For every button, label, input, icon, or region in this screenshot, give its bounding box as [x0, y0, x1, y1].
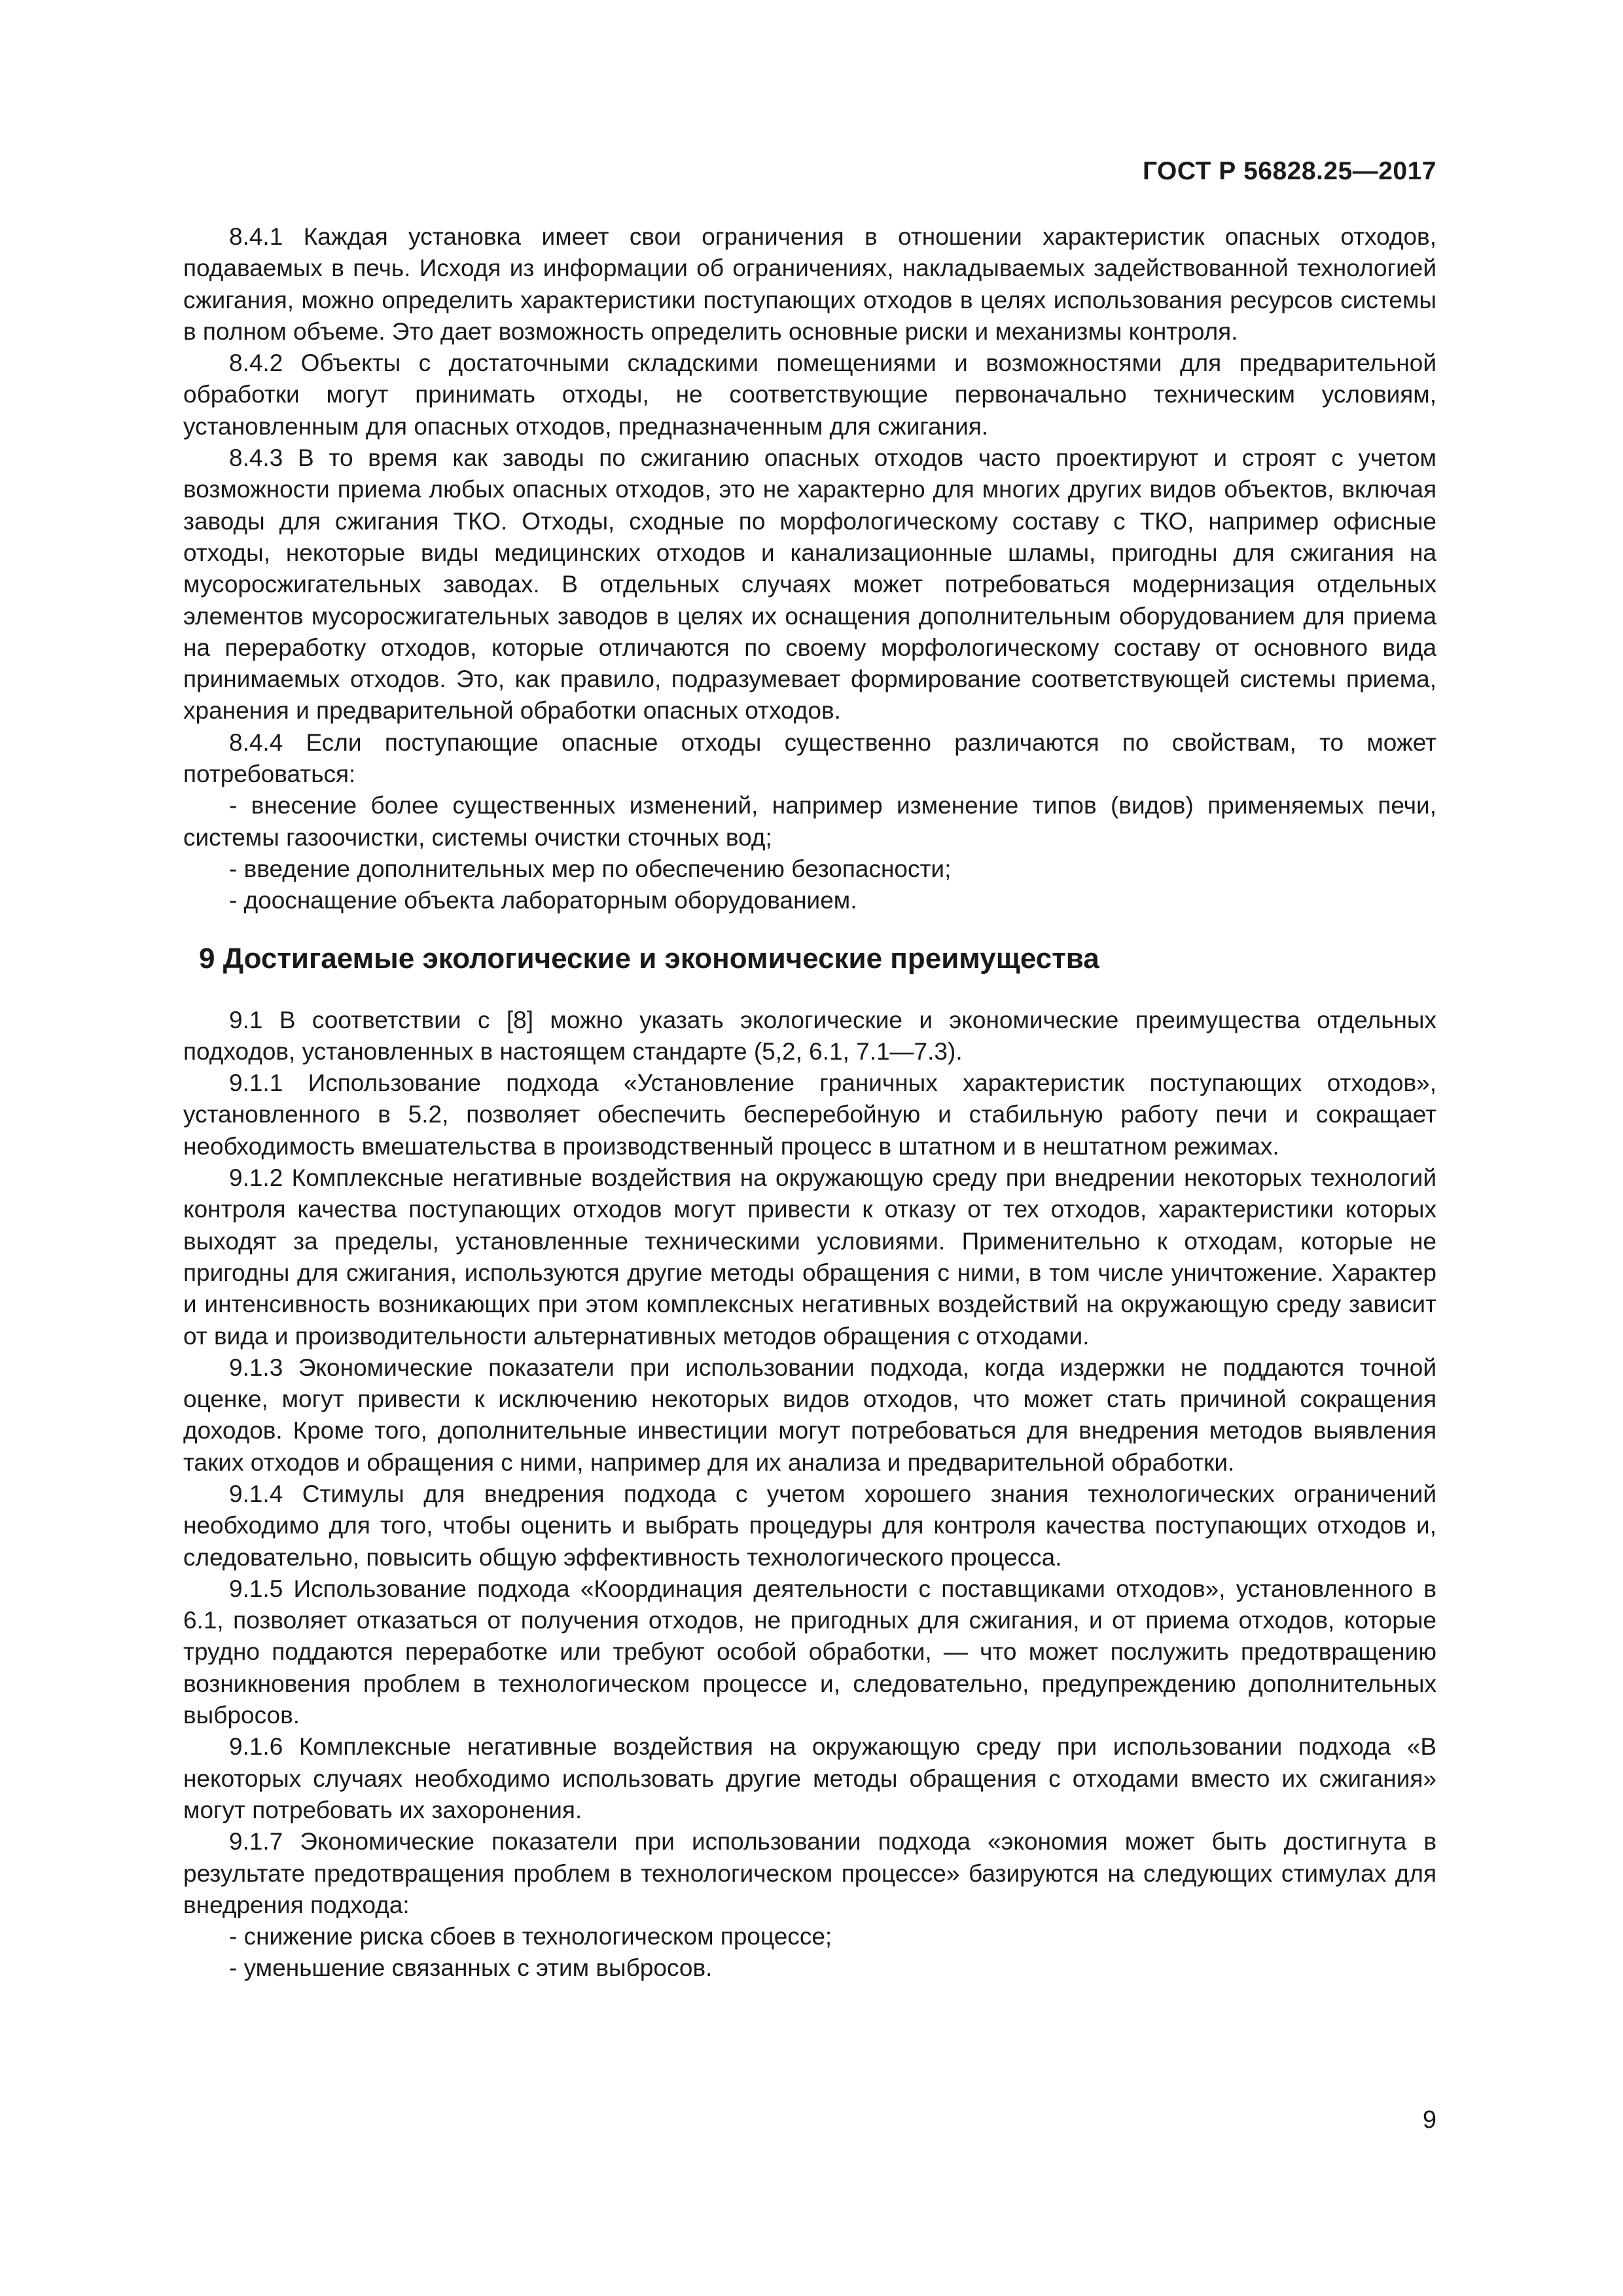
- paragraph-9-1-7: 9.1.7 Экономические показатели при использовании подхода «экономия может быть достигнута в результате предотвращения проблем в технологическом процессе» базируются на следующих стимулах для внедрения подхода:: [183, 1828, 1436, 1918]
- list-item: - введение дополнительных мер по обеспечению безопасности;: [229, 855, 952, 882]
- paragraph-8-4-4: 8.4.4 Если поступающие опасные отходы существенно различаются по свойствам, то может потребоваться:: [183, 728, 1436, 788]
- paragraph-8-4-1: 8.4.1 Каждая установка имеет свои ограничения в отношении характеристик опасных отходов, подаваемых в печь. Исходя из информации об ограничениях, накладываемых задействованной технологией сжигания, можно определить характеристики поступающих отходов в целях использования ресурсов системы в полном объеме. Это дает возможность определить основные риски и механизмы контроля.: [183, 223, 1436, 345]
- document-code-header: ГОСТ Р 56828.25—2017: [1142, 157, 1436, 185]
- list-item: - уменьшение связанных с этим выбросов.: [229, 1954, 713, 1982]
- page-number: 9: [1422, 2106, 1436, 2134]
- list-item: - дооснащение объекта лабораторным оборудованием.: [229, 887, 857, 914]
- paragraph-9-1-2: 9.1.2 Комплексные негативные воздействия на окружающую среду при внедрении некоторых технологий контроля качества поступающих отходов могут привести к отказу от тех отходов, характеристики которых выходят за пределы, установленные техническими условиями. Применительно к отходам, которые не пригодны для сжигания, используются другие методы обращения с ними, в том числе уничтожение. Характер и интенсивность возникающих при этом комплексных негативных воздействий на окружающую среду зависит от вида и производительности альтернативных методов обращения с отходами.: [183, 1164, 1436, 1350]
- paragraph-9-1: 9.1 В соответствии с [8] можно указать экологические и экономические преимущества отдельных подходов, установленных в настоящем стандарте (5,2, 6.1, 7.1—7.3).: [183, 1006, 1436, 1065]
- list-item: - снижение риска сбоев в технологическом процессе;: [229, 1923, 832, 1950]
- paragraph-8-4-2: 8.4.2 Объекты с достаточными складскими помещениями и возможностями для предварительной обработки могут принимать отходы, не соответствующие первоначально техническим условиям, установленным для опасных отходов, предназначенным для сжигания.: [183, 350, 1436, 440]
- section-9-heading: 9 Достигаемые экологические и экономические преимущества: [199, 942, 1099, 975]
- paragraph-9-1-6: 9.1.6 Комплексные негативные воздействия на окружающую среду при использовании подхода «В некоторых случаях необходимо использовать другие методы обращения с отходами вместо их сжигания» могут потребовать их захоронения.: [183, 1733, 1436, 1823]
- paragraph-8-4-3: 8.4.3 В то время как заводы по сжиганию опасных отходов часто проектируют и строят с учетом возможности приема любых опасных отходов, это не характерно для многих других видов объектов, включая заводы для сжигания ТКО. Отходы, сходные по морфологическому составу с ТКО, например офисные отходы, некоторые виды медицинских отходов и канализационные шламы, пригодны для сжигания на мусоросжигательных заводах. В отдельных случаях может потребоваться модернизация отдельных элементов мусоросжигательных заводов в целях их оснащения дополнительным оборудованием для приема на переработку отходов, которые отличаются по своему морфологическому составу от основного вида принимаемых отходов. Это, как правило, подразумевает формирование соответствующей системы приема, хранения и предварительной обработки опасных отходов.: [183, 444, 1436, 725]
- paragraph-9-1-1: 9.1.1 Использование подхода «Установление граничных характеристик поступающих отходов», установленного в 5.2, позволяет обеспечить бесперебойную и стабильную работу печи и сокращает необходимость вмешательства в производственный процесс в штатном и в нештатном режимах.: [183, 1069, 1436, 1160]
- paragraph-9-1-3: 9.1.3 Экономические показатели при использовании подхода, когда издержки не поддаются точной оценке, могут привести к исключению некоторых видов отходов, что может стать причиной сокращения доходов. Кроме того, дополнительные инвестиции могут потребоваться для внедрения методов выявления таких отходов и обращения с ними, например для их анализа и предварительной обработки.: [183, 1354, 1436, 1476]
- document-body: [183, 221, 1436, 1984]
- paragraph-9-1-4: 9.1.4 Стимулы для внедрения подхода с учетом хорошего знания технологических ограничений необходимо для того, чтобы оценить и выбрать процедуры для контроля качества поступающих отходов и, следовательно, повысить общую эффективность технологического процесса.: [183, 1480, 1436, 1571]
- paragraph-9-1-5: 9.1.5 Использование подхода «Координация деятельности с поставщиками отходов», установленного в 6.1, позволяет отказаться от получения отходов, не пригодных для сжигания, и от приема отходов, которые трудно поддаются переработке или требуют особой обработки, — что может послужить предотвращению возникновения проблем в технологическом процессе и, следовательно, предупреждению дополнительных выбросов.: [183, 1575, 1436, 1729]
- list-item: - внесение более существенных изменений, например изменение типов (видов) применяемых печи, системы газоочистки, системы очистки сточных вод;: [183, 792, 1436, 851]
